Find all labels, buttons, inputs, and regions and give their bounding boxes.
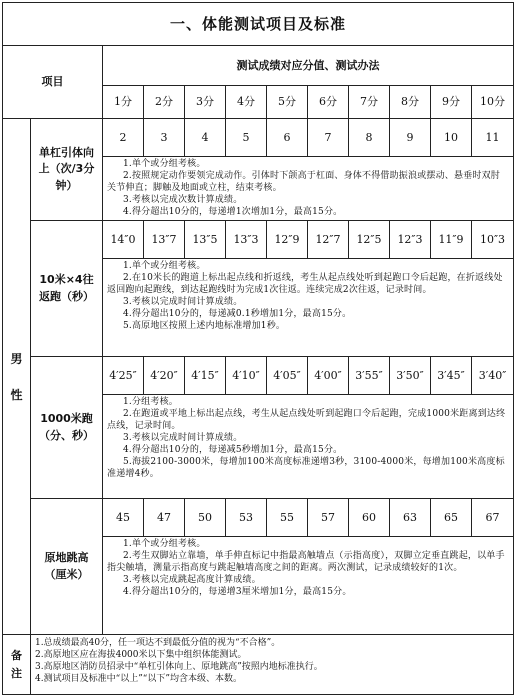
item-name: 1000米跑 （分、秒） [31,357,103,499]
score-cell: 13″5 [185,221,226,259]
score-cell: 13″3 [226,221,267,259]
score-cell: 55 [267,499,308,537]
note-line: 1.总成绩最高40分，任一项达不到最低分值的视为“不合格”。 [35,638,281,648]
score-cell: 4′15″ [185,357,226,395]
method-line: 5.海拔2100-3000米，每增加100米高度标准递增3秒，3100-4000米，每增加100米高度标准递增4秒。 [107,457,505,479]
item-name: 10米×4往 返跑（秒） [31,221,103,357]
method-line: 3.考核以完成跳起高度计算成绩。 [123,575,261,585]
score-cell: 14″0 [103,221,144,259]
score-cell: 8 [349,119,390,157]
score-cell: 4′05″ [267,357,308,395]
score-cell: 10 [431,119,472,157]
method-line: 2.考生双脚站立靠墙，单手伸直标记中指最高触墙点（示指高度），双脚立定垂直跳起，以单手指尖触墙，测量示指高度与跳起触墙高度之间的距离。两次测试，记录成绩较好的1次。 [107,551,505,573]
note-line: 4.测试项目及标准中“以上”“以下”均含本级、本数。 [35,674,242,684]
note-line: 2.高原地区应在海拔4000米以下集中组织体能测试。 [35,650,247,660]
notes-content [31,635,514,695]
points-header-cell: 1分 [103,86,144,119]
item-name: 单杠引体向 上（次/3分 钟） [31,119,103,221]
points-header-cell: 8分 [390,86,431,119]
method-line: 2.在10米长的跑道上标出起点线和折返线，考生从起点线处听到起跑口令后起跑，在折返线处返回跑向起跑线，到达起跑线时为完成1次往返。连续完成2次往返，记录时间。 [107,273,503,295]
points-header-cell: 7分 [349,86,390,119]
score-cell: 6 [267,119,308,157]
score-cell: 12″5 [349,221,390,259]
method-column-header: 测试成绩对应分值、测试办法 [103,46,514,86]
method-line: 1.单个或分组考核。 [123,159,206,169]
score-cell: 3′55″ [349,357,390,395]
score-cell: 11″9 [431,221,472,259]
score-cell: 3 [144,119,185,157]
score-cell: 53 [226,499,267,537]
method-line: 4.得分超出10分的，每递减5秒增加1分，最高15分。 [123,445,343,455]
points-header-cell: 10分 [472,86,514,119]
score-cell: 4′10″ [226,357,267,395]
score-cell: 12″7 [308,221,349,259]
method-line: 3.考核以完成时间计算成绩。 [123,297,243,307]
notes-row [3,635,514,695]
score-cell: 47 [144,499,185,537]
score-cell: 57 [308,499,349,537]
score-cell: 63 [390,499,431,537]
score-cell: 10″3 [472,221,514,259]
gender-label: 男 性 [3,119,31,635]
score-cell: 4′25″ [103,357,144,395]
score-cell: 12″9 [267,221,308,259]
score-cell: 4 [185,119,226,157]
score-cell: 3′40″ [472,357,514,395]
points-header-cell: 9分 [431,86,472,119]
method-line: 1.单个或分组考核。 [123,539,206,549]
test-method [103,537,514,635]
method-line: 5.高原地区按照上述内地标准增加1秒。 [123,321,286,331]
method-line: 1.分组考核。 [123,397,178,407]
page-title: 一、体能测试项目及标准 [3,3,514,46]
score-cell: 4′20″ [144,357,185,395]
points-header-cell: 2分 [144,86,185,119]
fitness-standards-table [2,2,514,695]
score-row [3,119,514,157]
score-cell: 2 [103,119,144,157]
test-method [103,157,514,221]
points-header-cell: 3分 [185,86,226,119]
score-cell: 11 [472,119,514,157]
score-cell: 65 [431,499,472,537]
method-line: 3.考核以完成时间计算成绩。 [123,433,243,443]
score-cell: 45 [103,499,144,537]
score-cell: 12″3 [390,221,431,259]
score-cell: 13″7 [144,221,185,259]
score-cell: 50 [185,499,226,537]
score-cell: 3′50″ [390,357,431,395]
score-row [3,221,514,259]
method-line: 4.得分超出10分的，每递减0.1秒增加1分，最高15分。 [123,309,352,319]
item-name: 原地跳高 （厘米） [31,499,103,635]
test-method [103,395,514,499]
note-line: 3.高原地区消防员招录中“单杠引体向上、原地跳高”按照内地标准执行。 [35,662,323,672]
points-header-cell: 5分 [267,86,308,119]
points-header-cell: 4分 [226,86,267,119]
method-line: 2.按照规定动作要领完成动作。引体时下颌高于杠面、身体不得借助振浪或摆动、悬垂时双肘关节伸直；脚触及地面或立柱，结束考核。 [107,171,500,193]
method-line: 2.在跑道或平地上标出起点线，考生从起点线处听到起跑口令后起跑，完成1000米距离到达终点线，记录时间。 [107,409,506,431]
score-cell: 3′45″ [431,357,472,395]
score-cell: 9 [390,119,431,157]
method-line: 4.得分超出10分的，每递增3厘米增加1分，最高15分。 [123,587,352,597]
score-row [3,357,514,395]
score-cell: 7 [308,119,349,157]
item-column-header: 项目 [3,46,103,119]
points-header-cell: 6分 [308,86,349,119]
score-cell: 67 [472,499,514,537]
method-line: 3.考核以完成次数计算成绩。 [123,195,243,205]
notes-label: 备 注 [3,635,31,695]
score-row [3,499,514,537]
score-cell: 4′00″ [308,357,349,395]
score-cell: 60 [349,499,390,537]
method-line: 1.单个或分组考核。 [123,261,206,271]
test-method [103,259,514,357]
score-cell: 5 [226,119,267,157]
method-line: 4.得分超出10分的，每递增1次增加1分，最高15分。 [123,207,343,217]
